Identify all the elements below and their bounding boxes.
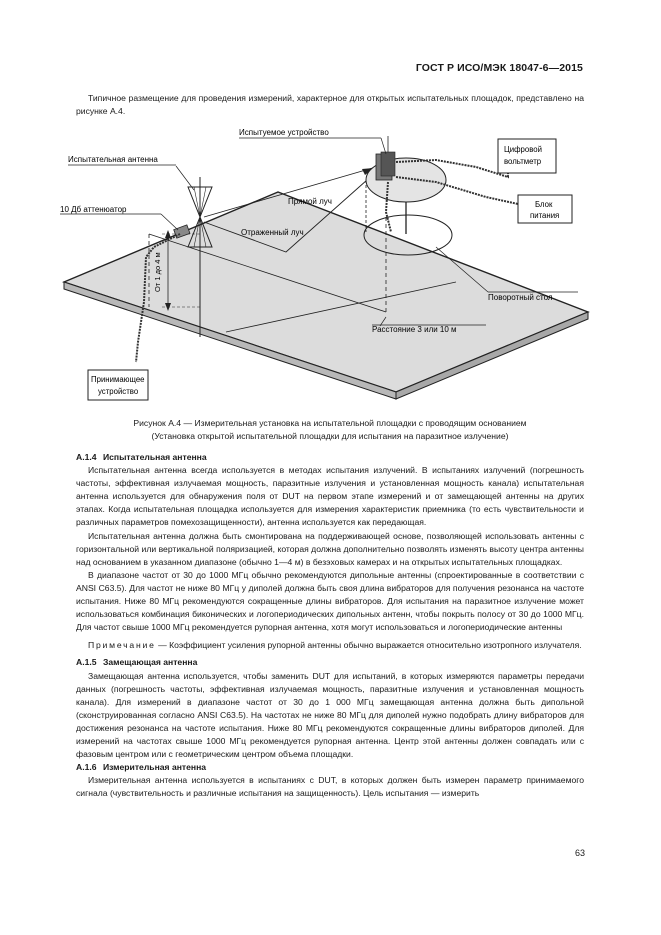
distance-label: Расстояние 3 или 10 м xyxy=(372,325,457,334)
voltmeter-label-1: Цифровой xyxy=(504,145,542,154)
intro-paragraph xyxy=(76,92,584,118)
power-label-1: Блок xyxy=(535,200,553,209)
note-lead: Примечание xyxy=(88,640,156,651)
section-a14-number: А.1.4 xyxy=(76,452,97,462)
page-number: 63 xyxy=(574,848,585,858)
caption-line-2: (Установка открытой испытательной площадки для испытания на паразитное излучение) xyxy=(151,431,509,441)
section-a14-paragraph-2: Испытательная антенна должна быть смонтирована на поддерживающей основе, позволяющей использовать антенны с горизонтальной или вертикальной поляризацией, которая должна дополнительно позволять изменять высоту центра антенны над основанием в указанном диапазоне (обычно 1—4 м) в безэховых камерах и на открытых испытательных площадках. xyxy=(76,530,584,567)
section-a15-heading xyxy=(76,656,584,669)
section-a16-heading xyxy=(76,761,584,774)
reflected-ray-label: Отраженный луч xyxy=(241,228,304,237)
section-a15-number: А.1.5 xyxy=(76,657,97,668)
intro-text: Типичное размещение для проведения измерений, характерное для открытых испытательных площадок, представлено на рисунке А.4. xyxy=(76,93,584,117)
direct-ray-label: Прямой луч xyxy=(288,197,332,206)
test-antenna-label: Испытательная антенна xyxy=(68,155,158,164)
attenuator-label: 10 Дб аттенюатор xyxy=(60,205,127,214)
receiver-label-1: Принимающее xyxy=(91,375,145,384)
section-a14-paragraph-3: В диапазоне частот от 30 до 1000 МГц обычно рекомендуются дипольные антенны (спроектированные в соответствии с ANSI C63.5). Для частот не ниже 80 МГц у диполей должна быть своя длина вибраторов для получения резонанса на частоте испытания. Ниже 80 МГц рекомендуются сокращенные длины вибраторов. Для испытания на паразитное излучение может использоваться комбинация биконических и логопериодических дипольных антенн, чтобы покрыть полосу от 30 до 1000 МГц. Для частот свыше 1000 МГц рекомендуется рупорная антенна, хотя могут использоваться и логопериодические антенны xyxy=(76,569,584,633)
section-a14-heading xyxy=(76,451,584,464)
height-label: От 1 до 4 м xyxy=(153,252,162,292)
section-a15-paragraph-1: Замещающая антенна используется, чтобы заменить DUT для испытаний, в которых измеряются параметры передачи данных (погрешность частоты, эффективная излучаемая мощность, паразитные излучения и установленная мощность канала). Для измерений в диапазоне частот от 30 до 1 000 МГц замещающая антенна должна быть дипольной (сконструированная согласно ANSI C63.5). На частотах не ниже 80 МГц для диполей нужно подобрать длину вибраторов для достижения резонанса на частоте испытания. Ниже 80 МГц рекомендуются сокращенные длины вибраторов диполей. Для измерений на частотах свыше 1000 МГц рекомендуется рупорная антенна. Центр этой антенны должен совпадать или с фазовым центром или с геометрическим центром объема площадки. xyxy=(76,670,584,760)
section-a14-paragraph-1: Испытательная антенна всегда используется в методах испытания излучений. В испытаниях излучений (погрешность частоты, эффективная излучаемая мощность, паразитные излучения и установленная мощность канала) испытательная антенна используется для обнаружения поля от DUT на первом этапе измерений и от замещающей антенны на других этапах. Когда испытательная площадка используется для измерения характеристик приемника (то есть чувствительности и различных параметров помехозащищенности), антенна используется как передающая. xyxy=(76,465,584,528)
caption-line-1: Рисунок А.4 — Измерительная установка на испытательной площадки с проводящим основанием xyxy=(133,418,527,428)
dut-label: Испытуемое устройство xyxy=(239,128,329,137)
section-a15-title: Замещающая антенна xyxy=(102,657,198,668)
figure-a4-diagram xyxy=(56,122,596,407)
figure-caption xyxy=(76,417,584,443)
power-label-2: питания xyxy=(530,211,560,220)
section-a16-title: Измерительная антенна xyxy=(102,762,207,773)
receiver-label-2: устройство xyxy=(98,387,139,396)
body-text xyxy=(76,451,584,800)
section-a14-title: Испытательная антенна xyxy=(102,452,207,462)
section-a16-paragraph-1: Измерительная антенна используется в испытаниях с DUT, в которых должен быть измерен параметр принимаемого сигнала (чувствительность и различные испытания на защищенность). Цель испытания — измерить xyxy=(76,775,584,799)
section-a14-note xyxy=(76,639,584,652)
voltmeter-label-2: вольтметр xyxy=(504,157,542,166)
turntable-label: Поворотный стол xyxy=(488,293,553,302)
document-header: ГОСТ Р ИСО/МЭК 18047-6—2015 xyxy=(415,62,583,74)
section-a16-number: А.1.6 xyxy=(76,762,97,773)
note-text: — Коэффициент усиления рупорной антенны обычно выражается относительно изотропного излучателя. xyxy=(155,640,582,651)
test-antenna xyxy=(188,187,212,247)
